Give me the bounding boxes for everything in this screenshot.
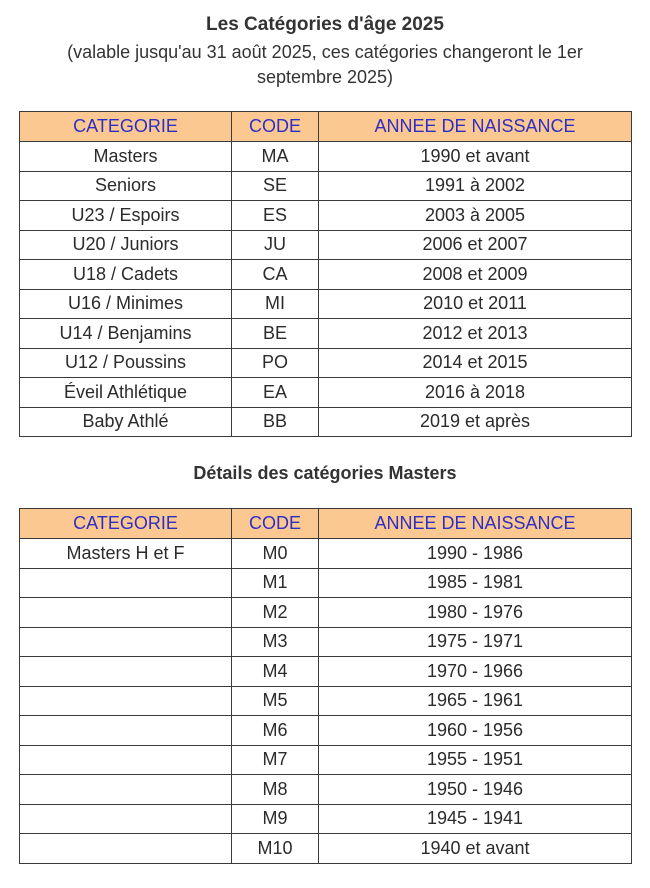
table-row xyxy=(20,230,632,260)
cell-annee: 2016 à 2018 xyxy=(319,378,632,408)
cell-categorie xyxy=(20,716,232,746)
cell-categorie: Baby Athlé xyxy=(20,407,232,437)
table-row xyxy=(20,171,632,201)
cell-annee: 2003 à 2005 xyxy=(319,201,632,231)
table-row xyxy=(20,745,632,775)
cell-code: M0 xyxy=(232,539,319,569)
table-row xyxy=(20,804,632,834)
categories-table xyxy=(19,111,632,437)
table-row xyxy=(20,539,632,569)
table-row xyxy=(20,834,632,864)
cell-categorie: U12 / Poussins xyxy=(20,348,232,378)
cell-annee: 1960 - 1956 xyxy=(319,716,632,746)
cell-annee: 2012 et 2013 xyxy=(319,319,632,349)
header-categorie: CATEGORIE xyxy=(20,112,232,142)
subtitle-line-2: septembre 2025) xyxy=(256,67,394,87)
table-row xyxy=(20,568,632,598)
cell-code: M9 xyxy=(232,804,319,834)
table-row xyxy=(20,260,632,290)
header-annee: ANNEE DE NAISSANCE xyxy=(319,112,632,142)
cell-code: M7 xyxy=(232,745,319,775)
cell-annee: 1975 - 1971 xyxy=(319,627,632,657)
cell-categorie xyxy=(20,775,232,805)
cell-code: M1 xyxy=(232,568,319,598)
table-row xyxy=(20,378,632,408)
table-header-row xyxy=(20,112,632,142)
cell-categorie: Masters H et F xyxy=(20,539,232,569)
page-title: Les Catégories d'âge 2025 xyxy=(206,14,444,35)
table-row xyxy=(20,289,632,319)
cell-code: M6 xyxy=(232,716,319,746)
cell-code: BB xyxy=(232,407,319,437)
table-row xyxy=(20,686,632,716)
header-categorie: CATEGORIE xyxy=(20,509,232,539)
cell-annee: 1985 - 1981 xyxy=(319,568,632,598)
cell-categorie: U23 / Espoirs xyxy=(20,201,232,231)
cell-code: M10 xyxy=(232,834,319,864)
cell-categorie xyxy=(20,657,232,687)
page-subtitle xyxy=(25,40,625,90)
cell-annee: 1970 - 1966 xyxy=(319,657,632,687)
cell-code: M4 xyxy=(232,657,319,687)
cell-code: M5 xyxy=(232,686,319,716)
cell-annee: 2010 et 2011 xyxy=(319,289,632,319)
cell-annee: 1955 - 1951 xyxy=(319,745,632,775)
cell-annee: 1980 - 1976 xyxy=(319,598,632,628)
cell-categorie xyxy=(20,568,232,598)
cell-code: PO xyxy=(232,348,319,378)
cell-annee: 1965 - 1961 xyxy=(319,686,632,716)
table-row xyxy=(20,657,632,687)
cell-categorie xyxy=(20,686,232,716)
header-annee: ANNEE DE NAISSANCE xyxy=(319,509,632,539)
cell-categorie xyxy=(20,598,232,628)
masters-section-title: Détails des catégories Masters xyxy=(193,463,457,483)
cell-code: SE xyxy=(232,171,319,201)
subtitle-line-1: (valable jusqu'au 31 août 2025, ces catégories changeront le 1er xyxy=(67,42,583,62)
header-code: CODE xyxy=(232,509,319,539)
masters-table xyxy=(19,508,632,864)
table-row xyxy=(20,627,632,657)
cell-annee: 1990 - 1986 xyxy=(319,539,632,569)
table-row xyxy=(20,348,632,378)
cell-annee: 1990 et avant xyxy=(319,142,632,172)
cell-categorie: U16 / Minimes xyxy=(20,289,232,319)
cell-categorie: U20 / Juniors xyxy=(20,230,232,260)
cell-code: M2 xyxy=(232,598,319,628)
cell-categorie: U14 / Benjamins xyxy=(20,319,232,349)
cell-annee: 2014 et 2015 xyxy=(319,348,632,378)
table-row xyxy=(20,407,632,437)
cell-annee: 1945 - 1941 xyxy=(319,804,632,834)
cell-code: JU xyxy=(232,230,319,260)
cell-annee: 1991 à 2002 xyxy=(319,171,632,201)
cell-code: EA xyxy=(232,378,319,408)
cell-code: CA xyxy=(232,260,319,290)
cell-annee: 2008 et 2009 xyxy=(319,260,632,290)
cell-annee: 1940 et avant xyxy=(319,834,632,864)
cell-categorie xyxy=(20,834,232,864)
cell-categorie: Éveil Athlétique xyxy=(20,378,232,408)
cell-categorie xyxy=(20,627,232,657)
table-row xyxy=(20,201,632,231)
table-row xyxy=(20,716,632,746)
table-header-row xyxy=(20,509,632,539)
header-code: CODE xyxy=(232,112,319,142)
table-row xyxy=(20,142,632,172)
cell-code: MA xyxy=(232,142,319,172)
cell-annee: 1950 - 1946 xyxy=(319,775,632,805)
cell-annee: 2006 et 2007 xyxy=(319,230,632,260)
table-row xyxy=(20,775,632,805)
cell-categorie: U18 / Cadets xyxy=(20,260,232,290)
cell-code: MI xyxy=(232,289,319,319)
cell-code: M8 xyxy=(232,775,319,805)
table-row xyxy=(20,598,632,628)
table-row xyxy=(20,319,632,349)
cell-code: ES xyxy=(232,201,319,231)
cell-categorie: Masters xyxy=(20,142,232,172)
cell-categorie xyxy=(20,745,232,775)
cell-categorie xyxy=(20,804,232,834)
cell-code: BE xyxy=(232,319,319,349)
cell-code: M3 xyxy=(232,627,319,657)
cell-categorie: Seniors xyxy=(20,171,232,201)
cell-annee: 2019 et après xyxy=(319,407,632,437)
